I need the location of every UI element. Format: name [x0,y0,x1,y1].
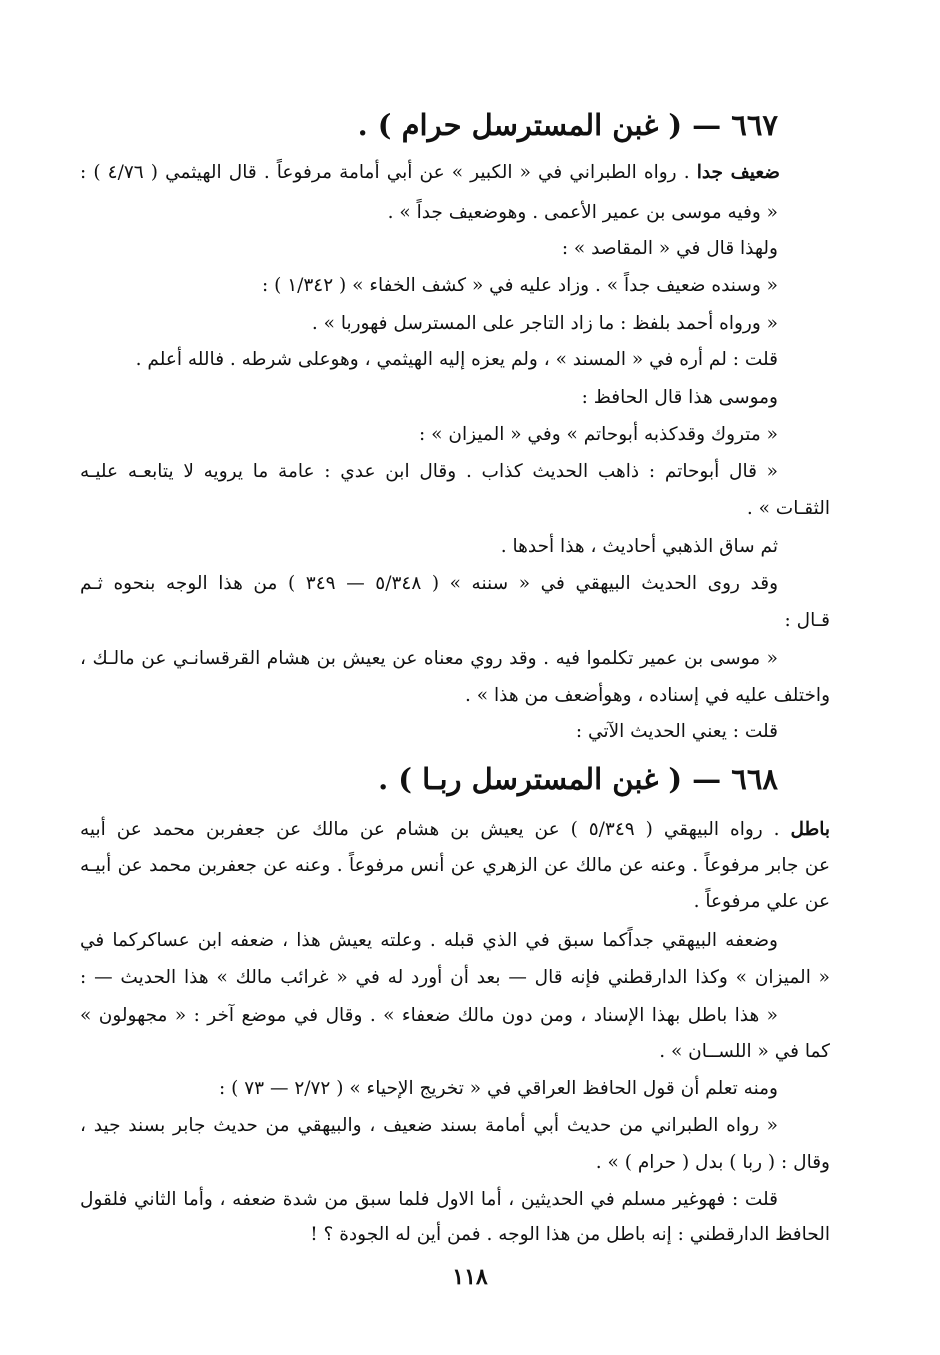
hadith-668-line-1 [80,817,830,843]
line-text: . رواه الطبراني في « الكبير » عن أبي أمامة مرفوعاً . قال الهيثمي ( ٤/٧٦ ) : [80,162,697,183]
hadith-667-line-14: « موسى بن عمير تكلموا فيه . وقد روي معناه عن يعيش بن هشام القرقسانـي عن مالـك ، [80,648,778,669]
line-text: . رواه البيهقي ( ٥/٣٤٩ ) عن يعيش بن هشام عن مالك عن جعفربن محمد عن أبيه [80,819,791,840]
hadith-667-line-11: ثم ساق الذهبي أحاديث ، هذا أحدها . [500,536,778,557]
hadith-667-line-10: الثقـات » . [746,498,830,519]
hadith-667-line-16: قلت : يعني الحديث الآتي : [575,721,778,742]
hadith-667-line-13: قـال : [784,610,830,631]
hadith-667-line-8: « متروك وقدكذبه أبوحاتم » وفي « الميزان » : [419,424,778,445]
hadith-667-line-3: ولهذا قال في « المقاصد » : [561,238,778,259]
hadith-668-line-3: عن علي مرفوعاً . [693,891,830,912]
page-number: ١١٨ [452,1264,488,1290]
hadith-668-line-7: كما في « اللســان » . [659,1041,830,1062]
hadith-667-line-12: وقد روى الحديث البيهقي في « سننه » ( ٥/٣٤٨ — ٣٤٩ ) من هذا الوجه بنحوه ثـم [80,573,779,594]
hadith-667-title: ٦٦٧ — ( غبن المسترسل حرام ) . [357,108,778,142]
hadith-668-line-4: وضعفه البيهقي جداًكما سبق في الذي قبله . وعلته يعيش هذا ، ضعفه ابن عساكركما في [80,930,778,951]
hadith-667-line-6: قلت : لم أره في « المسند » ، ولم يعزه إليه الهيثمي ، وهوعلى شرطه . فالله أعلم . [135,349,778,370]
hadith-667-line-1 [80,160,780,186]
hadith-667-line-2: « وفيه موسى بن عمير الأعمى . وهوضعيف جداً » . [387,202,778,223]
hadith-667-line-15: واختلف عليه في إسناده ، وهوأضعف من هذا » . [465,685,830,706]
hadith-668-line-10: وقال : ( ربا ) بدل ( حرام ) » . [595,1152,830,1173]
hadith-668-line-2: عن جابر مرفوعاً . وعنه عن مالك عن الزهري عن أنس مرفوعاً . وعنه عن جعفربن محمد عن أبيـه [80,855,830,876]
hadith-668-line-6: « هذا باطل بهذا الإسناد ، ومن دون مالك ضعفاء » . وقال في موضع آخر : « مجهولون » [80,1005,778,1026]
hadith-668-line-12: الحافظ الدارقطني : إنه باطل من هذا الوجه . فمن أين له الجودة ؟ ! [310,1224,830,1245]
hadith-668-line-5: « الميزان » وكذا الدارقطني فإنه قال — بعد أن أورد له في « غرائب مالك » هذا الحديث — : [80,967,830,988]
hadith-667-line-7: وموسى هذا قال الحافظ : [581,387,778,408]
hadith-668-line-9: « رواه الطبراني من حديث أبي أمامة بسند ضعيف ، والبيهقي من حديث جابر بسند جيد ، [80,1115,778,1136]
hadith-667-line-5: « ورواه أحمد بلفظ : ما زاد التاجر على المسترسل فهوربا » . [311,313,778,334]
grading-label: باطل [790,819,830,840]
hadith-668-line-11: قلت : فهوغير مسلم في الحديثين ، أما الاول فلما سبق من شدة ضعفه ، وأما الثاني فلقول [80,1189,778,1210]
hadith-668-title: ٦٦٨ — ( غبن المسترسل ربـا ) . [378,762,778,796]
grading-label: ضعيف جدا [696,162,781,183]
hadith-667-line-9: « قال أبوحاتم : ذاهب الحديث كذاب . وقال ابن عدي : عامة ما يرويه لا يتابعـه عليـه [80,461,778,482]
hadith-668-line-8: ومنه تعلم أن قول الحافظ العراقي في « تخريج الإحياء » ( ٢/٧٢ — ٧٣ ) : [218,1078,778,1099]
hadith-667-line-4: « وسنده ضعيف جداً » . وزاد عليه في « كشف الخفاء » ( ١/٣٤٢ ) : [261,275,778,296]
